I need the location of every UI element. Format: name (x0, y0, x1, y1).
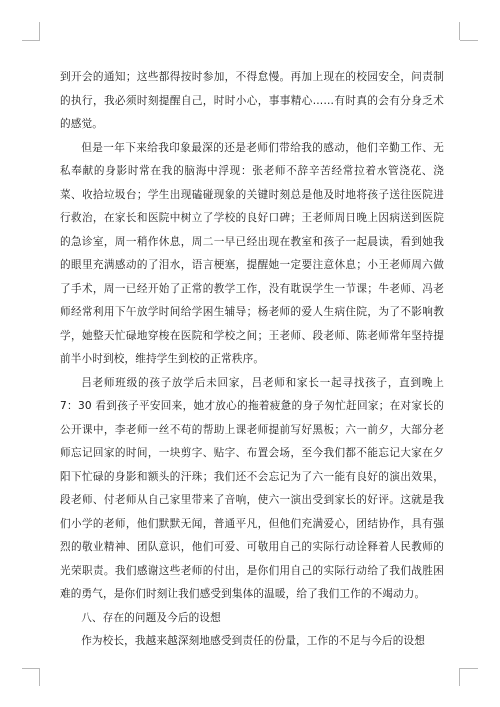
crop-mark-top-right (460, 40, 478, 41)
crop-mark-bottom-right (459, 668, 460, 686)
crop-mark-bottom-left (22, 668, 40, 669)
paragraph-continuation: 到开会的通知；这些都得按时参加，不得怠慢。再加上现在的校园安全，问责制的执行，我必须时刻提醒自己，时时小心，事事精心……有时真的会有分身乏术的感觉。 (60, 71, 444, 130)
paragraph-principal-reflection: 作为校长，我越来越深刻地感受到责任的份量，工作的不足与今后的设想 (81, 635, 425, 647)
crop-mark-bottom-left (39, 668, 40, 686)
section-heading: 八、存在的问题及今后的设想 (81, 611, 221, 624)
paragraph-teachers-dedication: 吕老师班级的孩子放学后未回家，吕老师和家长一起寻找孩子，直到晚上 7：30 看到孩子平安回来，她才放心的拖着疲惫的身子匆忙赶回家；在对家长的公开课中，李老师一丝不苟的帮助上课老师提前写好黑板；六一前夕，大部分老师忘记回家的时间，一块剪字、贴字、布置会场，至今我们都不能忘记大家在夕阳下忙碌的身影和额头的汗珠；我们还不会忘记为了六一能有良好的演出效果，段老师、付老师从自己家里带来了音响，使六一演出受到家长的好评。这就是我们小学的老师，他们默默无闻，普通平凡，但他们充满爱心，团结协作，具有强烈的敬业精神、团队意识，他们可爱、可敬用自己的实际行动诠释着人民教师的光荣职责。我们感谢这些老师的付出，是你们用自己的实际行动给了我们战胜困难的勇气，是你们时刻让我们感受到集体的温暖，给了我们工作的不竭动力。 (60, 376, 444, 600)
document-body (60, 66, 444, 654)
crop-mark-top-right (459, 22, 460, 40)
paragraph-teachers-impression: 但是一年下来给我印象最深的还是老师们带给我的感动，他们辛勤工作、无私奉献的身影时常在我的脑海中浮现：张老师不辞辛苦经常拉着水管浇花、浇菜、收拾垃圾台；学生出现磕碰现象的关键时刻总是他及时地将孩子送往医院进行救治，在家长和医院中树立了学校的良好口碑；王老师周日晚上因病送到医院的急诊室，周一稍作休息，周二一早已经出现在教室和孩子一起晨读，看到她我的眼里充满感动的了泪水，语言梗塞，提醒她一定要注意休息；小王老师周六做了手术，周一已经开始了正常的教学工作，没有耽误学生一节课；牛老师、冯老师经常利用下午放学时间给学困生辅导；杨老师的爱人生病住院，为了不影响教学，她整天忙碌地穿梭在医院和学校之间；王老师、段老师、陈老师常年坚持提前半小时到校，维持学生到校的正常秩序。 (60, 141, 444, 365)
crop-mark-top-left (39, 22, 40, 40)
crop-mark-top-left (22, 40, 40, 41)
crop-mark-bottom-right (460, 668, 478, 669)
